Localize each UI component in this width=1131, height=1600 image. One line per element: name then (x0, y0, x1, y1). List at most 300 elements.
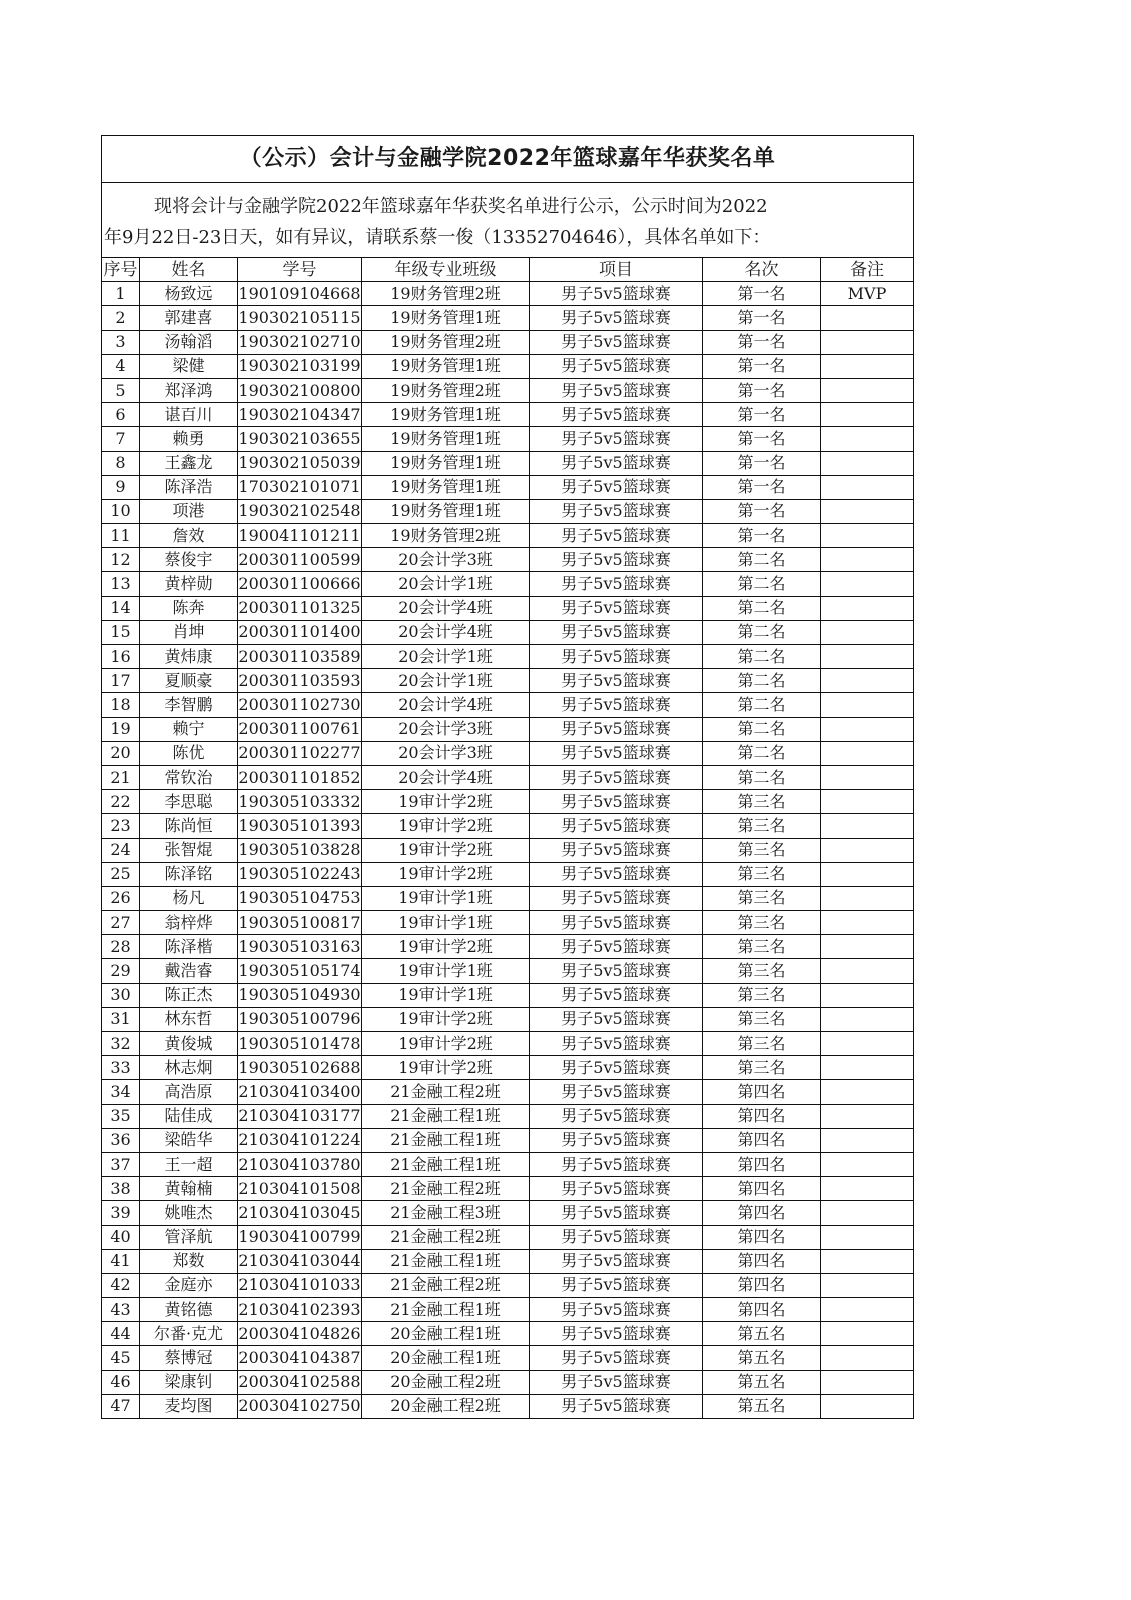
cell-class: 19审计学2班 (362, 838, 530, 862)
cell-rank: 第四名 (703, 1298, 821, 1322)
cell-class: 21金融工程3班 (362, 1201, 530, 1225)
header-student-id: 学号 (238, 258, 362, 282)
cell-name: 麦均图 (140, 1394, 238, 1418)
cell-rank: 第四名 (703, 1177, 821, 1201)
table-row (102, 475, 914, 499)
cell-remark (821, 717, 914, 741)
cell-student-id: 200301100761 (238, 717, 362, 741)
table-row (102, 1032, 914, 1056)
cell-index: 11 (102, 524, 140, 548)
cell-name: 李思聪 (140, 790, 238, 814)
table-row (102, 1128, 914, 1152)
cell-student-id: 190302105115 (238, 306, 362, 330)
table-row (102, 1056, 914, 1080)
cell-class: 19审计学2班 (362, 1056, 530, 1080)
cell-event: 男子5v5篮球赛 (530, 693, 703, 717)
cell-event: 男子5v5篮球赛 (530, 596, 703, 620)
header-event: 项目 (530, 258, 703, 282)
cell-remark (821, 1298, 914, 1322)
cell-student-id: 190041101211 (238, 524, 362, 548)
cell-index: 13 (102, 572, 140, 596)
cell-student-id: 190305102688 (238, 1056, 362, 1080)
cell-class: 19财务管理1班 (362, 354, 530, 378)
cell-student-id: 190302102710 (238, 330, 362, 354)
cell-rank: 第五名 (703, 1346, 821, 1370)
cell-student-id: 210304103780 (238, 1152, 362, 1176)
cell-event: 男子5v5篮球赛 (530, 838, 703, 862)
table-row (102, 669, 914, 693)
cell-remark (821, 1370, 914, 1394)
cell-class: 19审计学2班 (362, 1032, 530, 1056)
cell-class: 20会计学4班 (362, 693, 530, 717)
cell-student-id: 210304102393 (238, 1298, 362, 1322)
cell-student-id: 190302103199 (238, 354, 362, 378)
cell-class: 21金融工程2班 (362, 1273, 530, 1297)
cell-rank: 第三名 (703, 1032, 821, 1056)
cell-remark (821, 1007, 914, 1031)
cell-remark (821, 693, 914, 717)
cell-class: 20会计学1班 (362, 645, 530, 669)
cell-name: 张智焜 (140, 838, 238, 862)
cell-event: 男子5v5篮球赛 (530, 862, 703, 886)
cell-remark (821, 1225, 914, 1249)
cell-student-id: 200301100599 (238, 548, 362, 572)
cell-index: 23 (102, 814, 140, 838)
cell-index: 16 (102, 645, 140, 669)
cell-name: 陈尚恒 (140, 814, 238, 838)
cell-remark (821, 306, 914, 330)
cell-remark (821, 427, 914, 451)
cell-index: 22 (102, 790, 140, 814)
cell-class: 19审计学1班 (362, 983, 530, 1007)
cell-name: 陈泽浩 (140, 475, 238, 499)
cell-rank: 第一名 (703, 427, 821, 451)
table-row (102, 1152, 914, 1176)
cell-student-id: 210304103177 (238, 1104, 362, 1128)
table-row (102, 354, 914, 378)
cell-index: 42 (102, 1273, 140, 1297)
cell-student-id: 200301103593 (238, 669, 362, 693)
cell-event: 男子5v5篮球赛 (530, 1056, 703, 1080)
cell-student-id: 200301101325 (238, 596, 362, 620)
cell-class: 21金融工程1班 (362, 1128, 530, 1152)
cell-rank: 第三名 (703, 1007, 821, 1031)
cell-index: 12 (102, 548, 140, 572)
cell-student-id: 190302105039 (238, 451, 362, 475)
table-row (102, 1177, 914, 1201)
cell-event: 男子5v5篮球赛 (530, 765, 703, 789)
cell-student-id: 190305104753 (238, 886, 362, 910)
cell-index: 26 (102, 886, 140, 910)
cell-rank: 第一名 (703, 306, 821, 330)
cell-student-id: 190304100799 (238, 1225, 362, 1249)
cell-event: 男子5v5篮球赛 (530, 717, 703, 741)
cell-student-id: 200301103589 (238, 645, 362, 669)
cell-remark (821, 911, 914, 935)
table-row (102, 378, 914, 402)
cell-class: 21金融工程2班 (362, 1080, 530, 1104)
table-row (102, 1007, 914, 1031)
cell-remark (821, 548, 914, 572)
cell-student-id: 200304102588 (238, 1370, 362, 1394)
cell-remark (821, 354, 914, 378)
table-row (102, 862, 914, 886)
announcement-line-1: 现将会计与金融学院2022年篮球嘉年华获奖名单进行公示，公示时间为2022 (154, 196, 768, 217)
cell-index: 9 (102, 475, 140, 499)
cell-event: 男子5v5篮球赛 (530, 524, 703, 548)
cell-event: 男子5v5篮球赛 (530, 427, 703, 451)
cell-student-id: 210304101508 (238, 1177, 362, 1201)
cell-name: 林志炯 (140, 1056, 238, 1080)
cell-rank: 第一名 (703, 499, 821, 523)
cell-event: 男子5v5篮球赛 (530, 1032, 703, 1056)
cell-rank: 第三名 (703, 983, 821, 1007)
cell-rank: 第四名 (703, 1225, 821, 1249)
cell-student-id: 210304103045 (238, 1201, 362, 1225)
cell-student-id: 190305101393 (238, 814, 362, 838)
cell-index: 19 (102, 717, 140, 741)
cell-index: 40 (102, 1225, 140, 1249)
cell-remark (821, 645, 914, 669)
cell-event: 男子5v5篮球赛 (530, 1128, 703, 1152)
table-row (102, 911, 914, 935)
cell-name: 谌百川 (140, 403, 238, 427)
cell-event: 男子5v5篮球赛 (530, 306, 703, 330)
table-row (102, 524, 914, 548)
cell-remark (821, 403, 914, 427)
cell-index: 25 (102, 862, 140, 886)
cell-name: 郑泽鸿 (140, 378, 238, 402)
cell-name: 黄炜康 (140, 645, 238, 669)
cell-event: 男子5v5篮球赛 (530, 1322, 703, 1346)
cell-event: 男子5v5篮球赛 (530, 1249, 703, 1273)
cell-name: 郑数 (140, 1249, 238, 1273)
announcement-line-2: 年9月22日-23日天，如有异议，请联系蔡一俊（13352704646），具体名单如下： (104, 227, 771, 248)
cell-class: 20会计学4班 (362, 596, 530, 620)
table-row (102, 1225, 914, 1249)
cell-remark (821, 765, 914, 789)
cell-class: 19财务管理1班 (362, 427, 530, 451)
cell-name: 黄俊城 (140, 1032, 238, 1056)
cell-class: 21金融工程1班 (362, 1104, 530, 1128)
table-row (102, 935, 914, 959)
cell-student-id: 210304103400 (238, 1080, 362, 1104)
table-row (102, 596, 914, 620)
cell-student-id: 190305102243 (238, 862, 362, 886)
table-row (102, 451, 914, 475)
cell-rank: 第四名 (703, 1249, 821, 1273)
cell-remark (821, 1104, 914, 1128)
cell-student-id: 190305104930 (238, 983, 362, 1007)
cell-index: 28 (102, 935, 140, 959)
table-row (102, 790, 914, 814)
cell-class: 19审计学2班 (362, 814, 530, 838)
cell-event: 男子5v5篮球赛 (530, 572, 703, 596)
cell-rank: 第五名 (703, 1322, 821, 1346)
cell-remark (821, 935, 914, 959)
cell-name: 夏顺豪 (140, 669, 238, 693)
cell-rank: 第三名 (703, 790, 821, 814)
cell-rank: 第二名 (703, 669, 821, 693)
cell-event: 男子5v5篮球赛 (530, 645, 703, 669)
cell-remark (821, 572, 914, 596)
cell-index: 10 (102, 499, 140, 523)
table-row (102, 1346, 914, 1370)
cell-event: 男子5v5篮球赛 (530, 886, 703, 910)
cell-rank: 第一名 (703, 354, 821, 378)
cell-rank: 第二名 (703, 596, 821, 620)
table-row (102, 1249, 914, 1273)
cell-rank: 第四名 (703, 1104, 821, 1128)
cell-name: 赖宁 (140, 717, 238, 741)
cell-student-id: 210304101224 (238, 1128, 362, 1152)
table-row (102, 403, 914, 427)
cell-student-id: 190302103655 (238, 427, 362, 451)
cell-student-id: 200304104826 (238, 1322, 362, 1346)
cell-rank: 第三名 (703, 886, 821, 910)
cell-name: 管泽航 (140, 1225, 238, 1249)
cell-event: 男子5v5篮球赛 (530, 1370, 703, 1394)
cell-name: 常钦治 (140, 765, 238, 789)
cell-name: 戴浩睿 (140, 959, 238, 983)
cell-class: 19审计学1班 (362, 959, 530, 983)
cell-student-id: 200304104387 (238, 1346, 362, 1370)
cell-index: 4 (102, 354, 140, 378)
cell-index: 17 (102, 669, 140, 693)
table-row (102, 1370, 914, 1394)
cell-remark (821, 886, 914, 910)
cell-event: 男子5v5篮球赛 (530, 330, 703, 354)
cell-event: 男子5v5篮球赛 (530, 378, 703, 402)
cell-class: 19财务管理2班 (362, 524, 530, 548)
cell-student-id: 200304102750 (238, 1394, 362, 1418)
cell-name: 蔡博冠 (140, 1346, 238, 1370)
table-row (102, 838, 914, 862)
cell-name: 陆佳成 (140, 1104, 238, 1128)
cell-class: 19财务管理1班 (362, 451, 530, 475)
cell-index: 47 (102, 1394, 140, 1418)
cell-index: 34 (102, 1080, 140, 1104)
cell-class: 19财务管理1班 (362, 403, 530, 427)
cell-index: 46 (102, 1370, 140, 1394)
table-row (102, 306, 914, 330)
cell-student-id: 210304101033 (238, 1273, 362, 1297)
cell-name: 梁健 (140, 354, 238, 378)
cell-class: 20金融工程2班 (362, 1370, 530, 1394)
cell-name: 林东哲 (140, 1007, 238, 1031)
cell-class: 20金融工程2班 (362, 1394, 530, 1418)
cell-rank: 第一名 (703, 475, 821, 499)
award-list-sheet (101, 135, 913, 1419)
table-row (102, 572, 914, 596)
cell-index: 31 (102, 1007, 140, 1031)
cell-rank: 第二名 (703, 741, 821, 765)
cell-remark (821, 862, 914, 886)
cell-index: 21 (102, 765, 140, 789)
cell-rank: 第一名 (703, 330, 821, 354)
cell-index: 30 (102, 983, 140, 1007)
cell-remark (821, 620, 914, 644)
cell-rank: 第二名 (703, 572, 821, 596)
cell-class: 19财务管理2班 (362, 282, 530, 306)
table-row (102, 1104, 914, 1128)
cell-name: 姚唯杰 (140, 1201, 238, 1225)
cell-rank: 第三名 (703, 935, 821, 959)
cell-class: 20会计学4班 (362, 620, 530, 644)
cell-event: 男子5v5篮球赛 (530, 282, 703, 306)
cell-name: 高浩原 (140, 1080, 238, 1104)
cell-event: 男子5v5篮球赛 (530, 451, 703, 475)
table-header-row (102, 258, 914, 282)
cell-name: 陈正杰 (140, 983, 238, 1007)
cell-remark (821, 1080, 914, 1104)
cell-class: 21金融工程2班 (362, 1177, 530, 1201)
table-row (102, 741, 914, 765)
cell-remark (821, 1056, 914, 1080)
cell-index: 5 (102, 378, 140, 402)
cell-index: 15 (102, 620, 140, 644)
cell-class: 19财务管理2班 (362, 330, 530, 354)
cell-index: 35 (102, 1104, 140, 1128)
table-row (102, 499, 914, 523)
cell-name: 王鑫龙 (140, 451, 238, 475)
cell-index: 2 (102, 306, 140, 330)
cell-remark (821, 838, 914, 862)
header-class: 年级专业班级 (362, 258, 530, 282)
cell-remark (821, 983, 914, 1007)
cell-index: 24 (102, 838, 140, 862)
cell-remark (821, 1249, 914, 1273)
cell-remark (821, 1322, 914, 1346)
cell-index: 3 (102, 330, 140, 354)
cell-remark (821, 814, 914, 838)
cell-rank: 第三名 (703, 1056, 821, 1080)
cell-rank: 第一名 (703, 451, 821, 475)
cell-index: 33 (102, 1056, 140, 1080)
cell-index: 43 (102, 1298, 140, 1322)
cell-student-id: 190305101478 (238, 1032, 362, 1056)
cell-class: 20会计学3班 (362, 741, 530, 765)
cell-index: 36 (102, 1128, 140, 1152)
cell-class: 19审计学1班 (362, 911, 530, 935)
table-row (102, 1080, 914, 1104)
cell-index: 38 (102, 1177, 140, 1201)
cell-index: 41 (102, 1249, 140, 1273)
cell-rank: 第四名 (703, 1080, 821, 1104)
announcement-text (102, 183, 914, 258)
cell-class: 19审计学2班 (362, 790, 530, 814)
cell-index: 1 (102, 282, 140, 306)
cell-rank: 第二名 (703, 620, 821, 644)
table-row (102, 330, 914, 354)
cell-index: 44 (102, 1322, 140, 1346)
cell-student-id: 190302102548 (238, 499, 362, 523)
cell-index: 27 (102, 911, 140, 935)
cell-event: 男子5v5篮球赛 (530, 911, 703, 935)
cell-event: 男子5v5篮球赛 (530, 814, 703, 838)
cell-rank: 第三名 (703, 911, 821, 935)
table-row (102, 427, 914, 451)
cell-remark (821, 378, 914, 402)
cell-name: 杨凡 (140, 886, 238, 910)
cell-student-id: 190305103332 (238, 790, 362, 814)
cell-student-id: 190305105174 (238, 959, 362, 983)
cell-student-id: 190109104668 (238, 282, 362, 306)
cell-class: 20会计学1班 (362, 669, 530, 693)
cell-class: 19财务管理1班 (362, 475, 530, 499)
cell-class: 21金融工程1班 (362, 1152, 530, 1176)
cell-rank: 第一名 (703, 524, 821, 548)
cell-name: 黄梓勋 (140, 572, 238, 596)
table-row (102, 1298, 914, 1322)
cell-name: 陈泽铭 (140, 862, 238, 886)
cell-index: 39 (102, 1201, 140, 1225)
table-row (102, 620, 914, 644)
cell-name: 梁皓华 (140, 1128, 238, 1152)
cell-remark: MVP (821, 282, 914, 306)
cell-class: 19审计学1班 (362, 886, 530, 910)
cell-class: 19审计学2班 (362, 935, 530, 959)
cell-rank: 第四名 (703, 1128, 821, 1152)
cell-remark (821, 741, 914, 765)
table-row (102, 983, 914, 1007)
cell-index: 29 (102, 959, 140, 983)
cell-name: 尔番·克尤 (140, 1322, 238, 1346)
cell-class: 19财务管理2班 (362, 378, 530, 402)
cell-class: 21金融工程1班 (362, 1298, 530, 1322)
cell-rank: 第三名 (703, 862, 821, 886)
cell-name: 陈优 (140, 741, 238, 765)
cell-student-id: 200301101400 (238, 620, 362, 644)
cell-remark (821, 499, 914, 523)
cell-index: 8 (102, 451, 140, 475)
cell-rank: 第五名 (703, 1394, 821, 1418)
cell-name: 郭建喜 (140, 306, 238, 330)
cell-remark (821, 1394, 914, 1418)
cell-event: 男子5v5篮球赛 (530, 1152, 703, 1176)
cell-name: 梁康钊 (140, 1370, 238, 1394)
award-table (101, 135, 914, 1419)
cell-index: 7 (102, 427, 140, 451)
cell-event: 男子5v5篮球赛 (530, 1346, 703, 1370)
cell-event: 男子5v5篮球赛 (530, 669, 703, 693)
cell-name: 黄翰楠 (140, 1177, 238, 1201)
table-row (102, 765, 914, 789)
cell-class: 19财务管理1班 (362, 499, 530, 523)
cell-event: 男子5v5篮球赛 (530, 499, 703, 523)
cell-student-id: 190305103163 (238, 935, 362, 959)
cell-event: 男子5v5篮球赛 (530, 620, 703, 644)
cell-remark (821, 790, 914, 814)
cell-student-id: 200301102730 (238, 693, 362, 717)
cell-student-id: 200301102277 (238, 741, 362, 765)
cell-event: 男子5v5篮球赛 (530, 1273, 703, 1297)
table-row (102, 814, 914, 838)
cell-class: 20会计学3班 (362, 548, 530, 572)
cell-rank: 第五名 (703, 1370, 821, 1394)
table-row (102, 548, 914, 572)
header-index: 序号 (102, 258, 140, 282)
cell-name: 翁梓烨 (140, 911, 238, 935)
cell-remark (821, 1273, 914, 1297)
cell-class: 20金融工程1班 (362, 1322, 530, 1346)
table-row (102, 1394, 914, 1418)
cell-rank: 第二名 (703, 548, 821, 572)
cell-remark (821, 1032, 914, 1056)
cell-rank: 第四名 (703, 1201, 821, 1225)
cell-name: 陈泽楷 (140, 935, 238, 959)
cell-index: 37 (102, 1152, 140, 1176)
